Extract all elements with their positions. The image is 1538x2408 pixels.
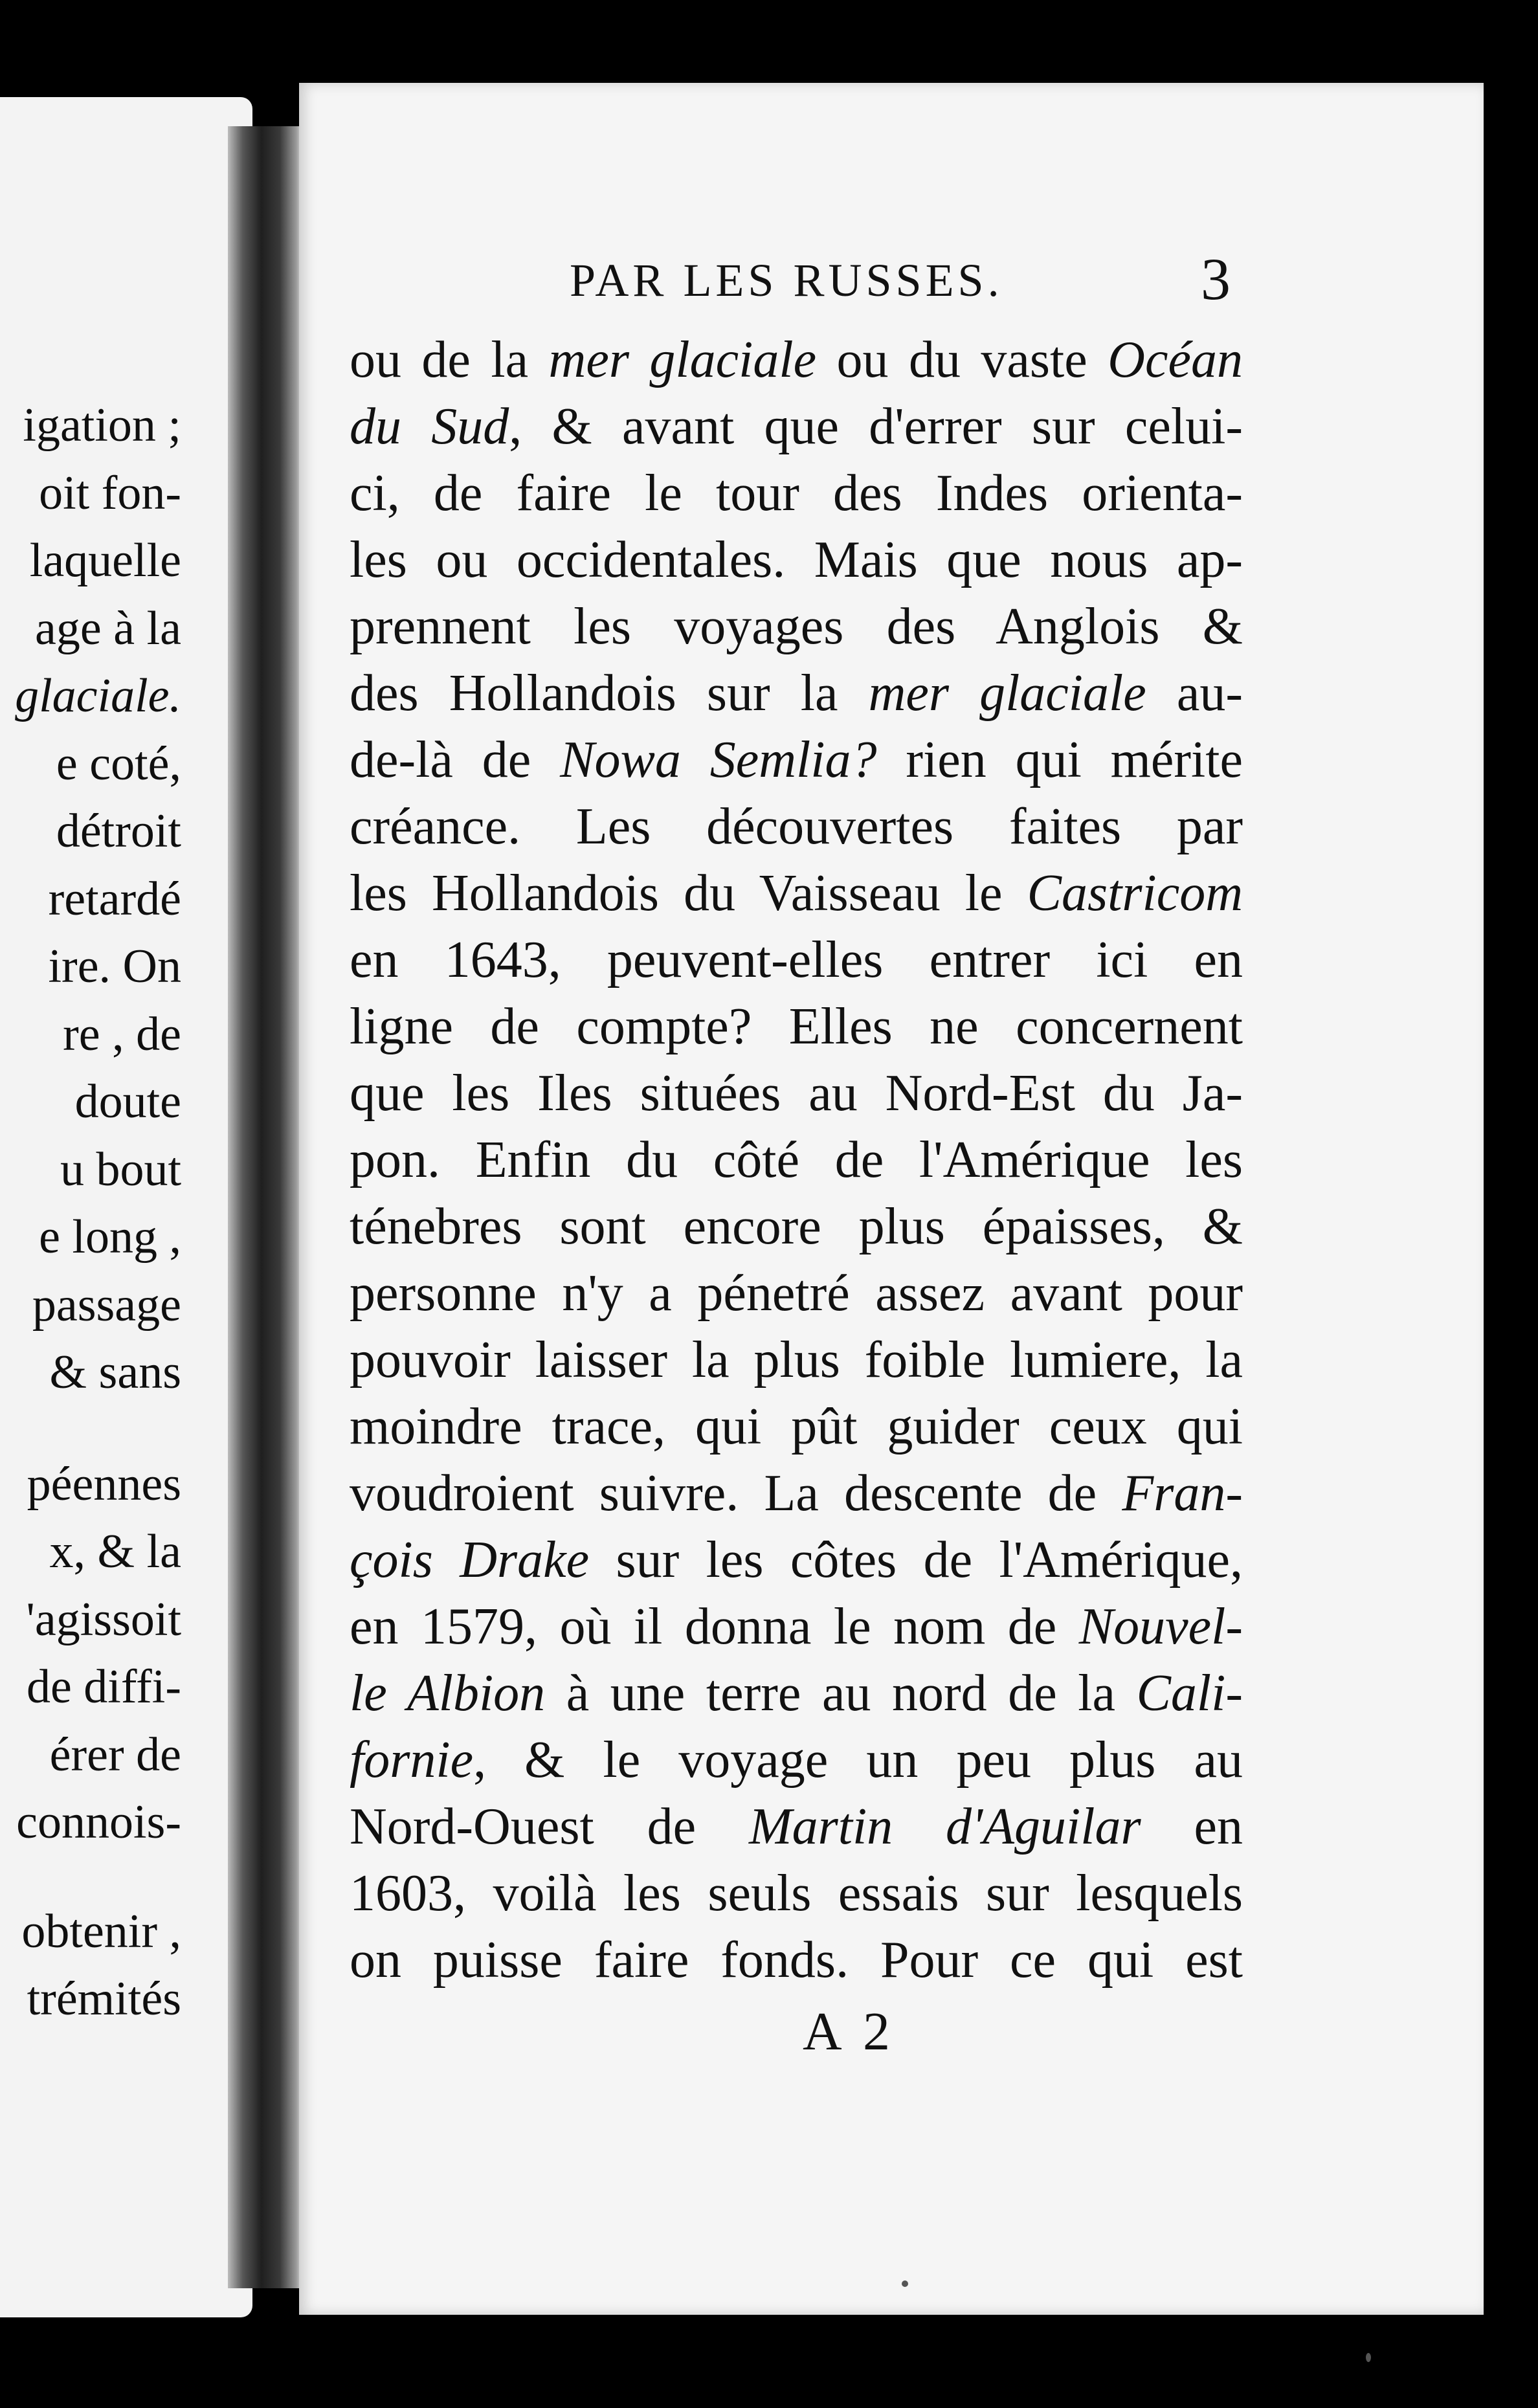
- text-line: personne n'y a pénetré assez avant pour: [350, 1265, 1243, 1322]
- text-line: [350, 1727, 1243, 1794]
- left-line: connois-: [16, 1796, 181, 1849]
- text-line: prennent les voyages des Anglois &: [350, 598, 1243, 655]
- text-line: [350, 394, 1243, 460]
- text-run: , & avant que d'errer sur celui-: [509, 398, 1243, 455]
- left-line: re , de: [63, 1007, 181, 1061]
- italic-run: Castricom: [1027, 865, 1243, 922]
- left-line: trémités: [27, 1972, 181, 2025]
- text-line: 1603, voilà les seuls essais sur lesquels: [350, 1865, 1243, 1922]
- paper-speck: [902, 2280, 908, 2287]
- text-run: en: [1194, 1798, 1243, 1855]
- text-run: de-là de: [350, 731, 531, 788]
- text-line: [350, 727, 1243, 794]
- italic-run: du Sud: [350, 398, 509, 455]
- left-paragraph-gap: [0, 1407, 181, 1451]
- left-page-text: [0, 392, 181, 2033]
- left-page: [0, 97, 252, 2317]
- left-line: e coté,: [56, 737, 181, 790]
- text-line: [350, 1660, 1243, 1727]
- italic-run: mer glaciale: [868, 665, 1146, 722]
- italic-run: çois Drake: [350, 1532, 590, 1589]
- text-line: ligne de compte? Elles ne concernent: [350, 998, 1243, 1055]
- left-line: & sans: [49, 1346, 181, 1399]
- text-run: rien qui mérite: [906, 731, 1243, 788]
- text-run: des Hollandois sur la: [350, 665, 838, 722]
- left-line: obtenir ,: [21, 1904, 181, 1958]
- italic-run: Fran-: [1122, 1465, 1243, 1522]
- left-line: oit fon-: [39, 466, 181, 520]
- text-line: moindre trace, qui pût guider ceux qui: [350, 1398, 1243, 1455]
- text-run: les Hollandois du Vaisseau le: [350, 865, 1003, 922]
- text-line: [350, 1460, 1243, 1527]
- text-line: [350, 327, 1243, 394]
- text-line: pouvoir laisser la plus foible lumiere, la: [350, 1332, 1243, 1388]
- text-line: [350, 860, 1243, 927]
- left-line: doute: [74, 1075, 181, 1128]
- left-line: u bout: [60, 1143, 181, 1196]
- left-line: x, & la: [49, 1525, 181, 1578]
- left-line: age à la: [35, 601, 181, 655]
- running-head: PAR LES RUSSES.: [570, 254, 1003, 306]
- signature-mark: A 2: [803, 2001, 896, 2062]
- text-run: sur les côtes de l'Amérique,: [616, 1532, 1243, 1589]
- text-run: en 1579, où il donna le nom de: [350, 1598, 1057, 1655]
- text-run: à une terre au nord de la: [566, 1665, 1115, 1722]
- italic-run: Nowa Semlia?: [560, 731, 877, 788]
- left-line: ire. On: [48, 940, 181, 993]
- text-line: [350, 1794, 1243, 1860]
- page-number: 3: [1201, 246, 1231, 312]
- left-line: e long ,: [39, 1210, 181, 1264]
- italic-run: mer glaciale: [548, 331, 817, 388]
- text-line: ci, de faire le tour des Indes orienta-: [350, 465, 1243, 522]
- text-run: Nord-Ouest de: [350, 1798, 697, 1855]
- text-line: créance. Les découvertes faites par: [350, 798, 1243, 855]
- text-line: [350, 1527, 1243, 1594]
- text-line: ténebres sont encore plus épaisses, &: [350, 1198, 1243, 1255]
- text-run: au-: [1176, 665, 1243, 722]
- left-paragraph-gap: [0, 1856, 181, 1898]
- italic-run: Cali-: [1136, 1665, 1243, 1722]
- text-line: on puisse faire fonds. Pour ce qui est: [350, 1932, 1243, 1989]
- left-line: détroit: [56, 805, 181, 858]
- text-line: les ou occidentales. Mais que nous ap-: [350, 531, 1243, 588]
- paper-speck: [1366, 2353, 1371, 2362]
- text-run: , & le voyage un peu plus au: [473, 1732, 1243, 1789]
- text-line: pon. Enfin du côté de l'Amérique les: [350, 1132, 1243, 1188]
- italic-run: le Albion: [350, 1665, 546, 1722]
- text-line: en 1643, peuvent-elles entrer ici en: [350, 931, 1243, 988]
- book-gutter-shadow: [228, 126, 302, 2288]
- text-line: [350, 1594, 1243, 1660]
- left-line: passage: [32, 1278, 181, 1332]
- left-line: igation ;: [23, 399, 181, 452]
- left-line: péennes: [27, 1457, 181, 1511]
- left-line: érer de: [49, 1728, 181, 1781]
- italic-run: fornie: [350, 1732, 474, 1789]
- italic-run: Nouvel-: [1078, 1598, 1243, 1655]
- text-line: [350, 660, 1243, 727]
- left-line: 'agissoit: [26, 1592, 181, 1646]
- italic-run: Océan: [1108, 331, 1243, 388]
- text-run: ou de la: [350, 331, 529, 388]
- text-run: ou du vaste: [836, 331, 1087, 388]
- text-line: que les Iles situées au Nord-Est du Ja-: [350, 1065, 1243, 1122]
- left-line: retardé: [48, 872, 181, 926]
- left-line: de diffi-: [26, 1660, 181, 1713]
- text-run: voudroient suivre. La descente de: [350, 1465, 1097, 1522]
- italic-run: Martin d'Aguilar: [748, 1798, 1141, 1855]
- left-line: glaciale.: [15, 669, 181, 722]
- left-line: laquelle: [29, 534, 181, 587]
- body-text: [350, 327, 1243, 1994]
